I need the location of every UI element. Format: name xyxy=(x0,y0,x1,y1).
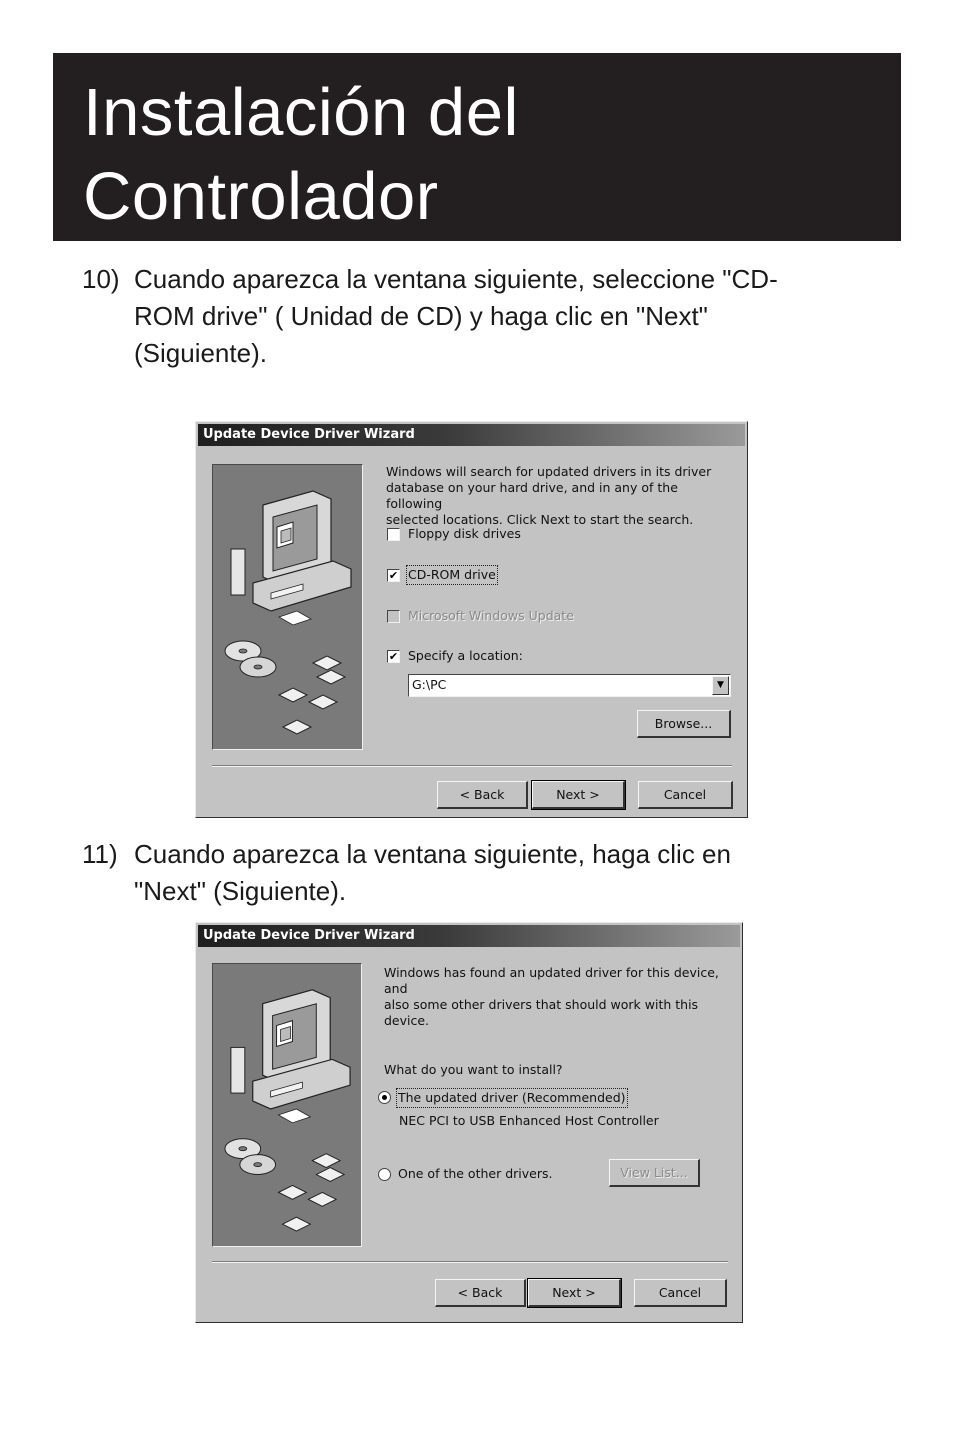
button-separator xyxy=(212,1261,728,1263)
radio-selected-icon xyxy=(382,1095,387,1100)
page-title-line1: Instalación del xyxy=(83,75,519,150)
update-driver-wizard-dialog xyxy=(195,922,743,1323)
updated-driver-label[interactable]: The updated driver (Recommended) xyxy=(398,1090,626,1105)
cdrom-drive-label[interactable]: CD-ROM drive xyxy=(408,567,496,582)
specify-location-checkbox[interactable] xyxy=(387,650,400,663)
page-title-line2: Controlador xyxy=(83,159,439,234)
driver-name: NEC PCI to USB Enhanced Host Controller xyxy=(399,1113,659,1128)
specify-location-label[interactable]: Specify a location: xyxy=(408,648,523,663)
wizard-intro-text xyxy=(386,464,736,528)
intro-line: also some other drivers that should work with this device. xyxy=(384,997,699,1028)
dialog-titlebar[interactable]: Update Device Driver Wizard xyxy=(198,424,745,446)
next-button[interactable]: Next > xyxy=(528,1279,621,1307)
floppy-disk-icon xyxy=(279,1154,345,1231)
intro-line: database on your hard drive, and in any of the following xyxy=(386,480,678,511)
cancel-button[interactable]: Cancel xyxy=(638,781,733,809)
checkmark-icon: ✔ xyxy=(388,569,399,582)
intro-line: selected locations. Click Next to start the search. xyxy=(386,512,694,527)
step-line: Cuando aparezca la ventana siguiente, haga clic en xyxy=(134,839,731,869)
step-11 xyxy=(82,836,872,914)
location-combobox[interactable] xyxy=(408,674,731,697)
dialog-titlebar[interactable]: Update Device Driver Wizard xyxy=(198,925,740,947)
step-line: ROM drive" ( Unidad de CD) y haga clic en "Next" xyxy=(134,301,708,331)
page-title xyxy=(83,71,519,239)
cd-disc-icon xyxy=(225,641,276,677)
cd-disc-icon xyxy=(225,1139,276,1175)
floppy-disk-checkbox[interactable] xyxy=(387,528,400,541)
floppy-disk-label[interactable]: Floppy disk drives xyxy=(408,526,521,541)
wizard-illustration-panel xyxy=(212,464,363,750)
windows-update-checkbox xyxy=(387,610,400,623)
step-number: 11) xyxy=(82,839,118,869)
computer-icon xyxy=(231,990,350,1123)
step-instruction xyxy=(134,261,864,372)
wizard-intro-text xyxy=(384,965,734,1029)
dropdown-arrow-icon[interactable]: ▼ xyxy=(712,676,729,695)
step-10 xyxy=(82,261,872,376)
step-line: Cuando aparezca la ventana siguiente, seleccione "CD- xyxy=(134,264,778,294)
location-value: G:\PC xyxy=(412,677,447,692)
step-instruction xyxy=(134,836,864,910)
other-drivers-label[interactable]: One of the other drivers. xyxy=(398,1166,553,1181)
computer-illustration xyxy=(213,465,362,749)
back-button[interactable]: < Back xyxy=(435,1279,526,1307)
cancel-button[interactable]: Cancel xyxy=(634,1279,727,1307)
windows-update-label: Microsoft Windows Update xyxy=(408,608,574,623)
checkmark-icon: ✔ xyxy=(388,650,399,663)
other-drivers-radio[interactable] xyxy=(378,1168,391,1181)
updated-driver-radio[interactable] xyxy=(378,1091,391,1104)
cdrom-drive-checkbox[interactable] xyxy=(387,569,400,582)
wizard-illustration-panel xyxy=(212,963,362,1247)
intro-line: Windows has found an updated driver for this device, and xyxy=(384,965,719,996)
header-band xyxy=(53,53,901,241)
browse-button[interactable]: Browse... xyxy=(637,710,731,738)
install-question: What do you want to install? xyxy=(384,1062,563,1077)
view-list-button: View List... xyxy=(609,1159,700,1187)
update-driver-wizard-dialog xyxy=(195,421,748,818)
button-separator xyxy=(212,765,732,767)
back-button[interactable]: < Back xyxy=(437,781,528,809)
floppy-disk-icon xyxy=(279,656,345,734)
step-number: 10) xyxy=(82,264,120,294)
step-line: (Siguiente). xyxy=(134,338,267,368)
computer-illustration xyxy=(213,964,361,1246)
next-button[interactable]: Next > xyxy=(532,781,625,809)
intro-line: Windows will search for updated drivers in its driver xyxy=(386,464,712,479)
step-line: "Next" (Siguiente). xyxy=(134,876,347,906)
computer-icon xyxy=(231,491,351,625)
